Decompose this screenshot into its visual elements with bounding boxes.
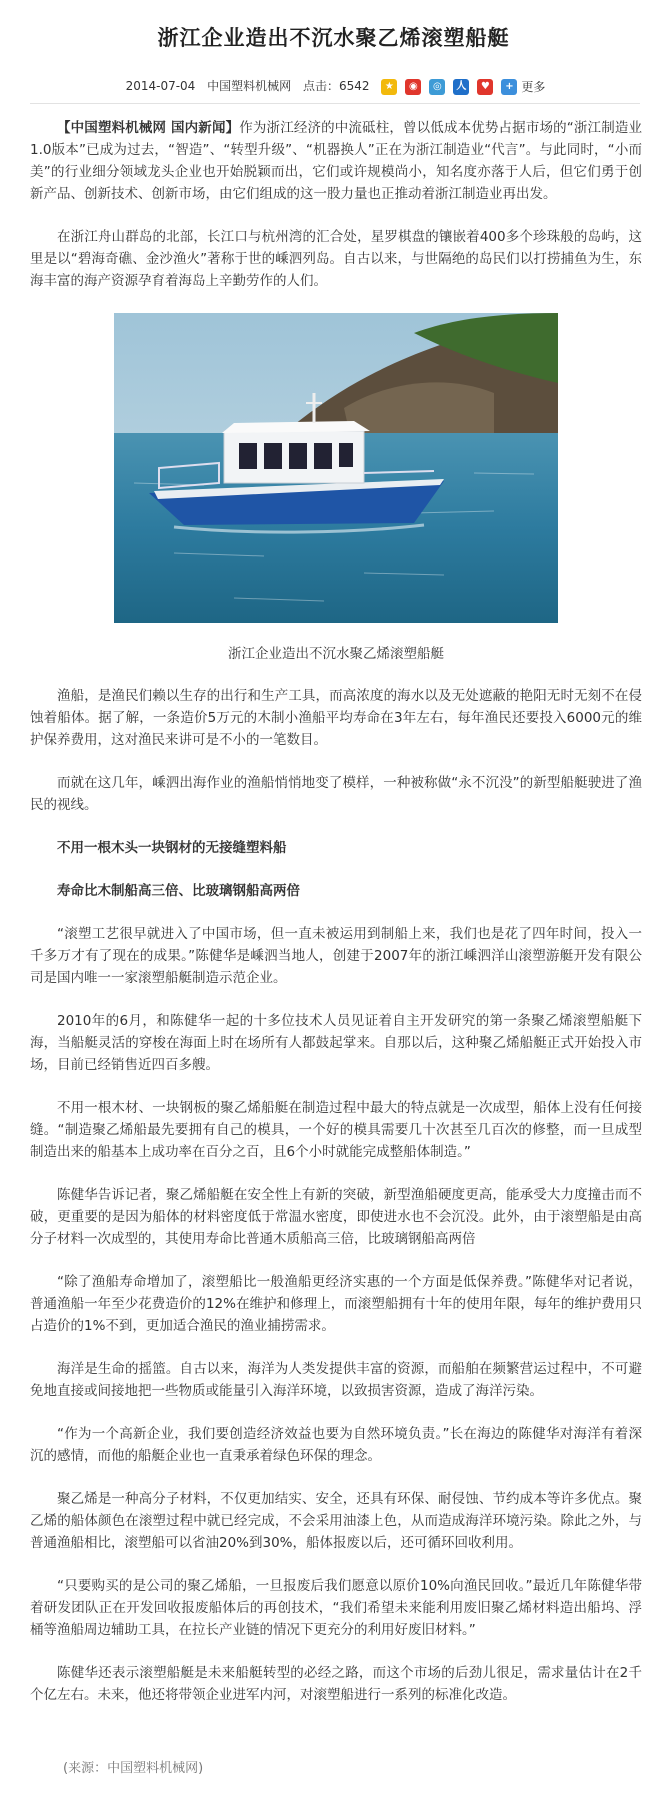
paragraph: 陈健华还表示滚塑船艇是未来船艇转型的必经之路，而这个市场的后劲儿很足，需求量估计在2千个亿左右。未来，他还将带领企业进军内河，对滚塑船进行一系列的标准化改造。	[30, 1665, 642, 1703]
paragraph: “除了渔船寿命增加了，滚塑船比一般渔船更经济实惠的一个方面是低保养费。”陈健华对记者说，普通渔船一年至少花费造价的12%在维护和修理上，而滚塑船拥有十年的使用年限，每年的维护费用只占造价的1%不到，更加适合渔民的渔业捕捞需求。	[30, 1274, 642, 1334]
paragraph: 聚乙烯是一种高分子材料，不仅更加结实、安全，还具有环保、耐侵蚀、节约成本等许多优点。聚乙烯的船体颜色在滚塑过程中就已经完成，不会采用油漆上色，从而造成海洋环境污染。除此之外，与普通渔船相比，滚塑船可以省油20%到30%，船体报废以后，还可循环回收利用。	[30, 1491, 642, 1551]
renren-icon[interactable]: 人	[453, 79, 469, 95]
paragraph-text: 作为浙江经济的中流砥柱，曾以低成本优势占据市场的“浙江制造业1.0版本”已成为过去，“智造”、“转型升级”、“机器换人”正在为浙江制造业“代言”。与此同时，“小而美”的行业细分领域龙头企业也开始脱颖而出，它们或许规模尚小，知名度亦落于人后，但它们勇于创新产品、创新技术、创新市场，由它们组成的这一股力量也正推动着浙江制造业再出发。	[30, 120, 642, 202]
paragraph: 而就在这几年，嵊泗出海作业的渔船悄悄地变了模样，一种被称做“永不沉没”的新型船艇驶进了渔民的视线。	[30, 775, 642, 813]
kaixin-icon[interactable]: ♥	[477, 79, 493, 95]
paragraph: “只要购买的是公司的聚乙烯船，一旦报废后我们愿意以原价10%向渔民回收。”最近几年陈健华带着研发团队正在开发回收报废船体后的再创技术，“我们希望未来能利用废旧聚乙烯材料造出船坞、浮桶等渔船周边辅助工具，在拉长产业链的情况下更充分的利用好废旧材料。”	[30, 1578, 642, 1638]
paragraph	[30, 117, 642, 205]
more-link[interactable]: 更多	[521, 79, 546, 94]
publish-date: 2014-07-04	[125, 79, 196, 93]
article-figure	[30, 313, 642, 623]
title-divider	[30, 103, 640, 104]
paragraph: 陈健华告诉记者，聚乙烯船艇在安全性上有新的突破，新型渔船硬度更高，能承受大力度撞击而不破，更重要的是因为船体的材料密度低于常温水密度，即使进水也不会沉没。此外，由于滚塑船是由高分子材料一次成型的，其使用寿命比普通木质船高三倍，比玻璃钢船高两倍	[30, 1187, 642, 1247]
article-paragraphs	[30, 685, 642, 1706]
paragraph: 2010年的6月，和陈健华一起的十多位技术人员见证着自主开发研究的第一条聚乙烯滚塑船艇下海，当船艇灵活的穿梭在海面上时在场所有人都鼓起掌来。自那以后，这种聚乙烯船艇正式开始投入市场，目前已经销售近四百多艘。	[30, 1013, 642, 1073]
paragraph: 不用一根木材、一块钢板的聚乙烯船艇在制造过程中最大的特点就是一次成型，船体上没有任何接缝。“制造聚乙烯船最先要拥有自己的模具，一个好的模具需要几十次甚至几百次的修整，而一旦成型制造出来的船基本上成功率在百分之百，且6个小时就能完成整船体制造。”	[30, 1100, 642, 1160]
source-line: (来源：中国塑料机械网)	[63, 1761, 204, 1776]
click-count	[303, 79, 373, 93]
article-body	[30, 117, 642, 1727]
paragraph: 渔船，是渔民们赖以生存的出行和生产工具，而高浓度的海水以及无处遮蔽的艳阳无时无刻不在侵蚀着船体。据了解，一条造价5万元的木制小渔船平均寿命在3年左右，每年渔民还要投入6000元的维护保养费用，这对渔民来讲可是不小的一笔数目。	[30, 688, 642, 748]
lead-tag: 【中国塑料机械网 国内新闻】	[57, 120, 240, 136]
paragraph: 海洋是生命的摇篮。自古以来，海洋为人类发提供丰富的资源，而船舶在频繁营运过程中，不可避免地直接或间接地把一些物质或能量引入海洋环境，以致损害资源，造成了海洋污染。	[30, 1361, 642, 1399]
article-meta	[0, 77, 667, 95]
share-bar	[377, 78, 545, 96]
section-subheading: 寿命比木制船高三倍、比玻璃钢船高两倍	[57, 883, 300, 899]
section-subheading: 不用一根木头一块钢材的无接缝塑料船	[57, 840, 287, 856]
paragraph: “滚塑工艺很早就进入了中国市场，但一直未被运用到制船上来，我们也是花了四年时间，投入一千多万才有了现在的成果。”陈健华是嵊泗当地人，创建于2007年的浙江嵊泗洋山滚塑游艇开发有限公司是国内唯一一家滚塑船艇制造示范企业。	[30, 926, 642, 986]
article-title: 浙江企业造出不沉水聚乙烯滚塑船艇	[157, 26, 510, 50]
paragraph: 在浙江舟山群岛的北部，长江口与杭州湾的汇合处，星罗棋盘的镶嵌着400多个珍珠般的岛屿，这里是以“碧海奇礁、金沙渔火”著称于世的嵊泗列岛。自古以来，与世隔绝的岛民们以打捞捕鱼为生，东海丰富的海产资源孕育着海岛上辛勤劳作的人们。	[30, 229, 642, 289]
weibo-icon[interactable]: ◉	[405, 79, 421, 95]
click-value: 6542	[339, 79, 370, 93]
qzone-icon[interactable]: ★	[381, 79, 397, 95]
image-caption: 浙江企业造出不沉水聚乙烯滚塑船艇	[228, 646, 444, 662]
click-label: 点击：	[303, 79, 340, 93]
source-link[interactable]: 中国塑料机械网	[207, 79, 292, 93]
paragraph: “作为一个高新企业，我们要创造经济效益也要为自然环境负责。”长在海边的陈健华对海洋有着深沉的感情，而他的船艇企业也一直秉承着绿色环保的理念。	[30, 1426, 642, 1464]
boat-photo	[114, 313, 558, 623]
tencent-weibo-icon[interactable]: ◎	[429, 79, 445, 95]
add-more-icon[interactable]: +	[501, 79, 517, 95]
